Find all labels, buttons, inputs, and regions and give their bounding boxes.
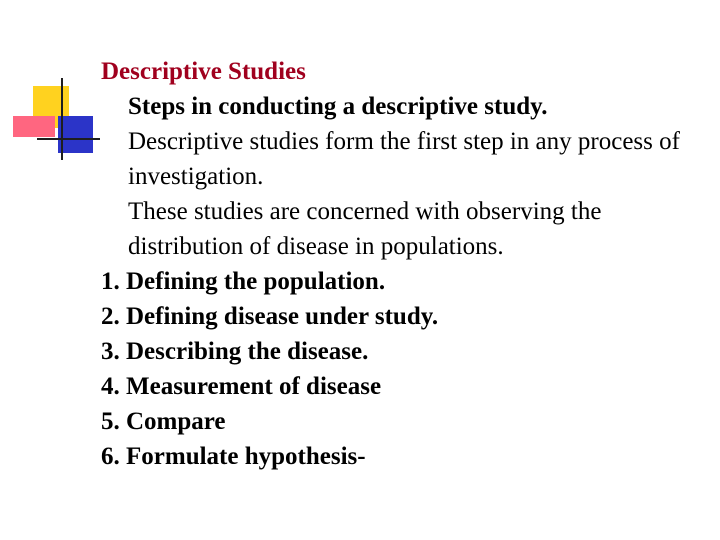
- paragraph-2: These studies are concerned with observing the distribution of disease in populations.: [128, 198, 602, 260]
- step-item-1: 1. Defining the population.: [101, 268, 386, 295]
- slide-content: [101, 54, 711, 474]
- step-item-6: 6. Formulate hypothesis-: [101, 443, 366, 470]
- logo-horizontal-line: [37, 138, 100, 140]
- slide-subtitle: Steps in conducting a descriptive study.: [128, 93, 548, 120]
- step-item-3: 3. Describing the disease.: [101, 338, 369, 365]
- slide-title: Descriptive Studies: [101, 58, 306, 85]
- logo-vertical-line: [61, 78, 63, 160]
- paragraph-1: Descriptive studies form the first step in any process of investigation.: [128, 128, 680, 190]
- step-item-4: 4. Measurement of disease: [101, 373, 382, 400]
- step-item-2: 2. Defining disease under study.: [101, 303, 439, 330]
- logo-red-bar: [13, 116, 55, 137]
- step-item-5: 5. Compare: [101, 408, 226, 435]
- logo-blue-square: [58, 116, 93, 153]
